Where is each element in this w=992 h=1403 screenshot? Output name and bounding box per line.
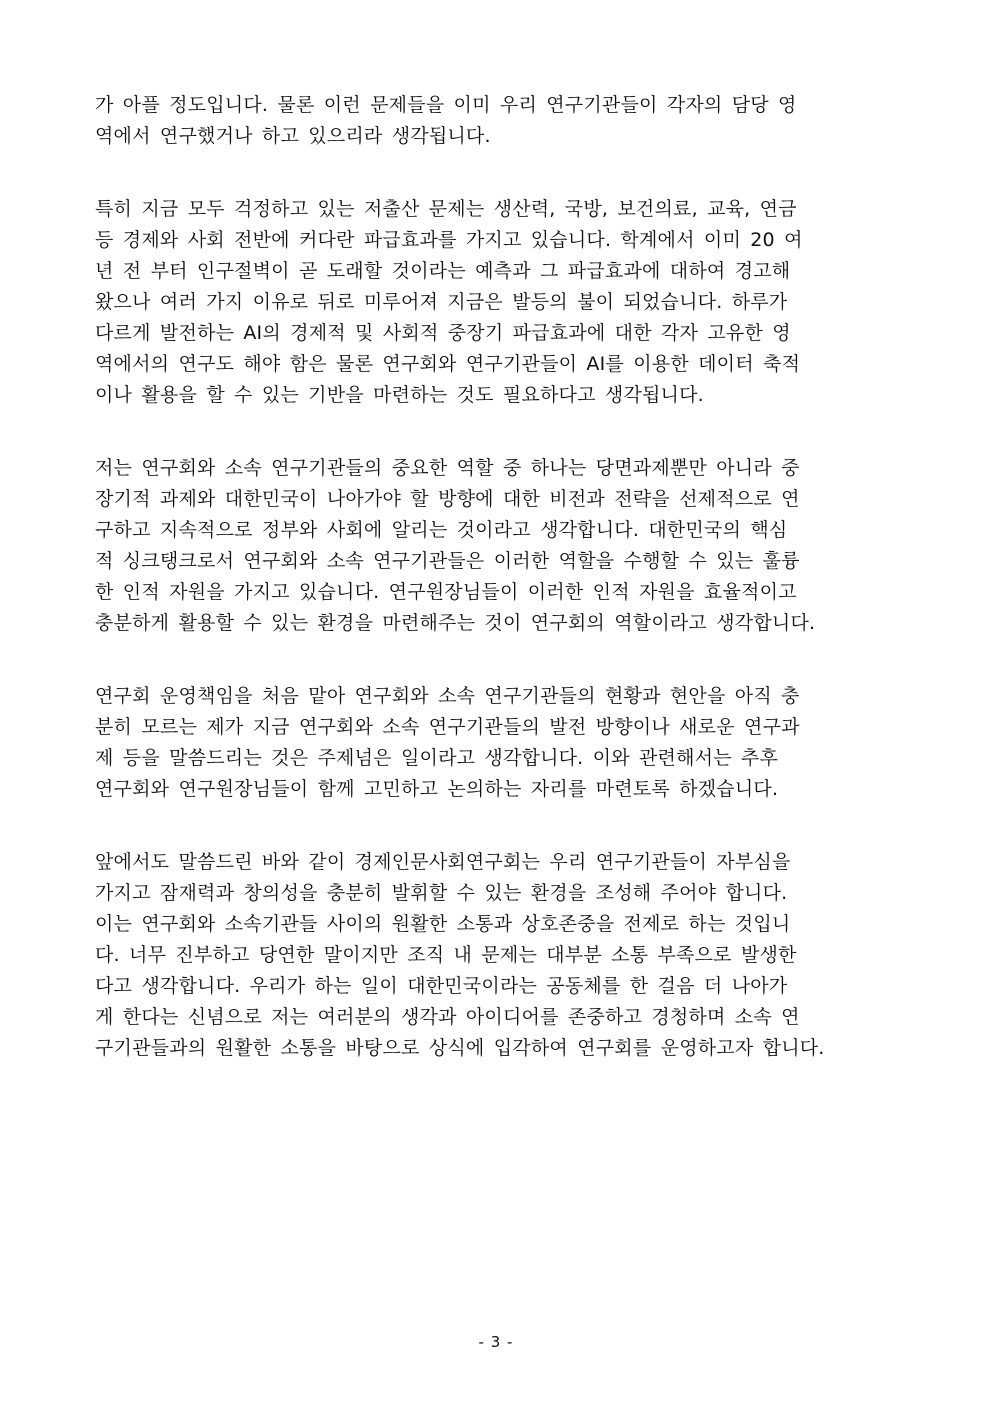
text-line: 가 아플 정도입니다. 물론 이런 문제들을 이미 우리 연구기관들이 각자의 담당 영 [95, 94, 797, 116]
paragraph-4 [95, 681, 897, 805]
text-line: 이나 활용을 할 수 있는 기반을 마련하는 것도 필요하다고 생각됩니다. [95, 384, 704, 406]
text-line: 장기적 과제와 대한민국이 나아가야 할 방향에 대한 비전과 전략을 선제적으로 연 [95, 488, 800, 510]
text-line: 특히 지금 모두 걱정하고 있는 저출산 문제는 생산력, 국방, 보건의료, 교육, 연금 [95, 198, 797, 220]
text-line: 분히 모르는 제가 지금 연구회와 소속 연구기관들의 발전 방향이나 새로운 연구과 [95, 716, 800, 738]
text-line: 년 전 부터 인구절벽이 곧 도래할 것이라는 예측과 그 파급효과에 대하여 경고해 [95, 260, 791, 282]
text-line: 충분하게 활용할 수 있는 환경을 마련해주는 것이 연구회의 역할이라고 생각합니다. [95, 612, 816, 634]
text-line: 앞에서도 말씀드린 바와 같이 경제인문사회연구회는 우리 연구기관들이 자부심을 [95, 851, 791, 873]
text-line: 저는 연구회와 소속 연구기관들의 중요한 역할 중 하나는 당면과제뿐만 아니라 중 [95, 457, 800, 479]
text-line: 등 경제와 사회 전반에 커다란 파급효과를 가지고 있습니다. 학계에서 이미 20 여 [95, 229, 803, 251]
text-line: 다고 생각합니다. 우리가 하는 일이 대한민국이라는 공동체를 한 걸음 더 나아가 [95, 975, 788, 997]
text-line: 역에서의 연구도 해야 함은 물론 연구회와 연구기관들이 AI를 이용한 데이터 축적 [95, 353, 801, 375]
text-line: 게 한다는 신념으로 저는 여러분의 생각과 아이디어를 존중하고 경청하며 소속 연 [95, 1006, 800, 1028]
text-line: 이는 연구회와 소속기관들 사이의 원활한 소통과 상호존중을 전제로 하는 것입니 [95, 913, 791, 935]
text-line: 다르게 발전하는 AI의 경제적 및 사회적 중장기 파급효과에 대한 각자 고유한 영 [95, 322, 791, 344]
document-body [95, 90, 897, 1106]
text-line: 가지고 잠재력과 창의성을 충분히 발휘할 수 있는 환경을 조성해 주어야 합니다. [95, 882, 788, 904]
text-line: 구기관들과의 원활한 소통을 바탕으로 상식에 입각하여 연구회를 운영하고자 합니다. [95, 1037, 825, 1059]
text-line: 제 등을 말씀드리는 것은 주제넘은 일이라고 생각합니다. 이와 관련해서는 추후 [95, 747, 779, 769]
text-line: 연구회와 연구원장님들이 함께 고민하고 논의하는 자리를 마련토록 하겠습니다. [95, 778, 779, 800]
text-line: 구하고 지속적으로 정부와 사회에 알리는 것이라고 생각합니다. 대한민국의 핵심 [95, 519, 788, 541]
text-line: 적 싱크탱크로서 연구회와 소속 연구기관들은 이러한 역할을 수행할 수 있는 훌륭 [95, 550, 800, 572]
text-line: 역에서 연구했거나 하고 있으리라 생각됩니다. [95, 125, 491, 147]
paragraph-5 [95, 847, 897, 1064]
text-line: 왔으나 여러 가지 이유로 뒤로 미루어져 지금은 발등의 불이 되었습니다. 하루가 [95, 291, 788, 313]
page-number: - 3 - [478, 1333, 514, 1351]
text-line: 다. 너무 진부하고 당연한 말이지만 조직 내 문제는 대부분 소통 부족으로 발생한 [95, 944, 797, 966]
paragraph-3 [95, 453, 897, 639]
text-line: 한 인적 자원을 가지고 있습니다. 연구원장님들이 이러한 인적 자원을 효율적이고 [95, 581, 797, 603]
paragraph-1 [95, 90, 897, 152]
paragraph-2 [95, 194, 897, 411]
text-line: 연구회 운영책임을 처음 맡아 연구회와 소속 연구기관들의 현황과 현안을 아직 충 [95, 685, 800, 707]
